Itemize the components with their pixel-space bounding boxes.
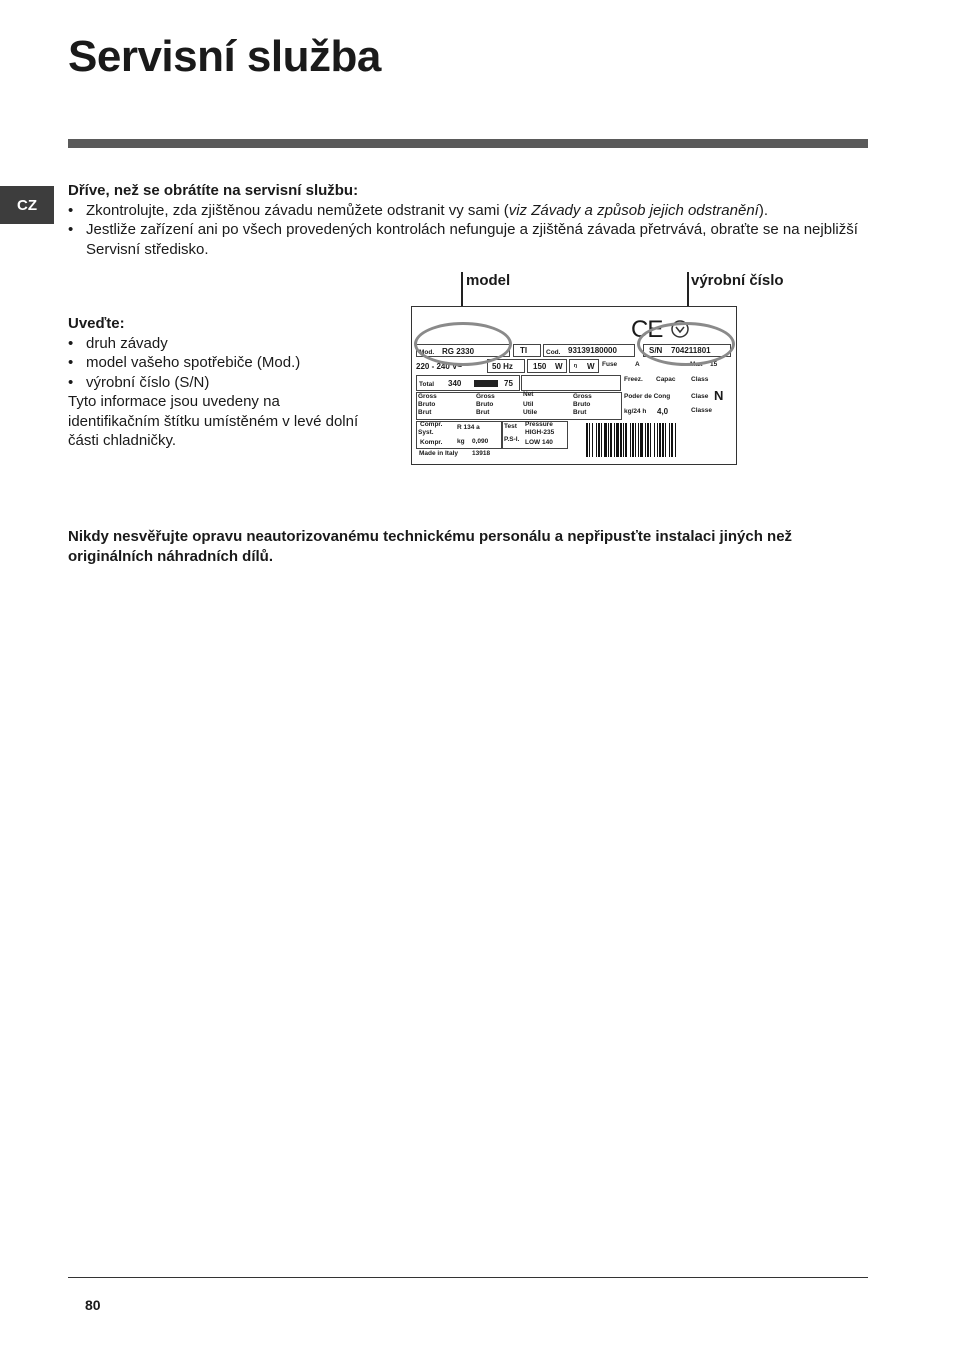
- sn-value: 704211801: [671, 346, 711, 355]
- mod-label: Mod.: [419, 349, 435, 356]
- barcode-bar: [654, 423, 655, 457]
- bruto-label-2: Bruto: [476, 401, 494, 408]
- made-code: 13918: [472, 450, 491, 457]
- model-value: RG 2330: [442, 347, 475, 356]
- barcode-bar: [616, 423, 619, 457]
- language-tab: CZ: [0, 186, 54, 224]
- barcode-bar: [662, 423, 664, 457]
- ti-value: TI: [520, 346, 528, 355]
- classe-label: Classe: [691, 407, 712, 414]
- barcode-bar: [589, 423, 590, 457]
- inform-note: Tyto informace jsou uvedeny na identifikačním štítku umístěném v levé dolní části chladničky.: [68, 393, 359, 449]
- inform-section: [68, 314, 368, 451]
- bruto-label: Bruto: [418, 401, 436, 408]
- lamp-unit: W: [587, 362, 595, 371]
- barcode-bar: [586, 423, 588, 457]
- total-value: 340: [448, 379, 462, 388]
- barcode-bar: [630, 423, 631, 457]
- barcode-bar: [669, 423, 670, 457]
- barcode-bar: [657, 423, 658, 457]
- kompr-label: Kompr.: [420, 439, 443, 446]
- intro-list: [68, 201, 858, 260]
- star-rating-icon: [474, 380, 498, 387]
- model-highlight: [414, 322, 512, 366]
- fuse-label: Fuse: [602, 361, 618, 368]
- freezer-value: 75: [504, 379, 513, 388]
- list-item: [68, 201, 858, 221]
- inform-heading: Uveďte:: [68, 315, 125, 332]
- footer-rule: [68, 1277, 868, 1278]
- kg-label: kg: [457, 438, 465, 445]
- clase-label: Clase: [691, 393, 709, 400]
- compr-label: Compr.: [420, 421, 443, 428]
- barcode-bar: [601, 423, 602, 457]
- list-item: • Jestliže zařízení ani po všech provedených kontrolách nefunguje a zjištěná závada přetrvává, obraťte se na nejbližší Servisní středisko.: [68, 220, 858, 259]
- header-rule: [68, 139, 868, 148]
- max-value: 15: [710, 361, 718, 368]
- kg24-value: 4,0: [657, 407, 669, 416]
- util-label: Util: [523, 401, 534, 408]
- barcode-bar: [665, 423, 666, 457]
- model-callout-label: model: [466, 272, 511, 289]
- barcode: [586, 423, 732, 457]
- barcode-bar: [659, 423, 661, 457]
- kg24-label: kg/24 h: [624, 408, 647, 415]
- utile-label: Utile: [523, 409, 538, 416]
- barcode-bar: [640, 423, 643, 457]
- barcode-bar: [610, 423, 612, 457]
- barcode-bar: [598, 423, 600, 457]
- cod-label: Cod.: [546, 349, 561, 356]
- list-item: • model vašeho spotřebiče (Mod.): [68, 353, 368, 373]
- barcode-bar: [623, 423, 624, 457]
- pressure-label: Pressure: [525, 421, 553, 428]
- gross-label-3: Gross: [573, 393, 592, 400]
- barcode-bar: [647, 423, 649, 457]
- bullet1-text: Zkontrolujte, zda zjištěnou závadu nemůžete odstranit vy sami (: [86, 201, 509, 219]
- cod-value: 93139180000: [568, 346, 617, 355]
- lamp-icon: ᵑ: [574, 362, 577, 371]
- inform-list: [68, 334, 368, 393]
- barcode-bar: [608, 423, 609, 457]
- psi-label: P.S-I.: [504, 436, 520, 443]
- barcode-bar: [625, 423, 627, 457]
- barcode-bar: [604, 423, 607, 457]
- list-item: • druh závady: [68, 334, 368, 354]
- clase-value: N: [714, 388, 724, 403]
- brut-label-3: Brut: [573, 409, 587, 416]
- pressure-high: HIGH-235: [525, 429, 555, 436]
- serial-highlight: [637, 322, 735, 366]
- bullet1-reference: viz Závady a způsob jejich odstranění: [508, 201, 759, 219]
- sn-label: S/N: [649, 346, 663, 355]
- test-label: Test: [504, 423, 517, 430]
- barcode-bar: [592, 423, 593, 457]
- brut-label: Brut: [418, 409, 432, 416]
- barcode-bar: [614, 423, 615, 457]
- barcode-bar: [650, 423, 651, 457]
- brut-label-2: Brut: [476, 409, 490, 416]
- intro-section: [68, 181, 858, 259]
- power-value: 150: [533, 362, 547, 371]
- barcode-bar: [675, 423, 676, 457]
- max-label: Max: [690, 361, 703, 368]
- total-label: Total: [419, 381, 435, 388]
- warning-text: Nikdy nesvěřujte opravu neautorizovanému technickému personálu a nepřipusťte instalaci jiných než originálních náhradních dílů.: [68, 528, 793, 565]
- page-number: 80: [85, 1297, 101, 1313]
- made-in-label: Made in Italy: [419, 450, 459, 457]
- blank-field: [521, 375, 621, 391]
- syst-label: Syst.: [418, 429, 434, 436]
- serial-callout-label: výrobní číslo: [691, 272, 784, 289]
- barcode-bar: [638, 423, 639, 457]
- kg-value: 0,090: [472, 438, 489, 445]
- bruto-label-3: Bruto: [573, 401, 591, 408]
- ce-mark: CE: [631, 316, 663, 343]
- barcode-bar: [645, 423, 646, 457]
- pressure-low: LOW 140: [525, 439, 553, 446]
- power-unit: W: [555, 362, 563, 371]
- refrigerant: R 134 a: [457, 424, 480, 431]
- gross-label: Gross: [418, 393, 437, 400]
- bullet1-end: ).: [758, 201, 769, 219]
- net-label: Net: [523, 391, 534, 398]
- class-label: Class: [691, 376, 709, 383]
- list-item: • výrobní číslo (S/N): [68, 373, 368, 393]
- barcode-bar: [620, 423, 622, 457]
- barcode-bar: [671, 423, 673, 457]
- amp-label: A: [635, 361, 640, 368]
- page-title: Servisní služba: [68, 32, 381, 81]
- gross-label-2: Gross: [476, 393, 495, 400]
- barcode-bar: [596, 423, 597, 457]
- capac-label: Capac: [656, 376, 676, 383]
- poder-label: Poder de Cong: [624, 393, 671, 400]
- intro-heading: Dříve, než se obrátíte na servisní službu:: [68, 182, 359, 199]
- voltage: 220 - 240 V~: [416, 362, 463, 371]
- freez-label: Freez.: [624, 376, 643, 383]
- frequency: 50 Hz: [492, 362, 513, 371]
- barcode-bar: [632, 423, 634, 457]
- barcode-bar: [635, 423, 636, 457]
